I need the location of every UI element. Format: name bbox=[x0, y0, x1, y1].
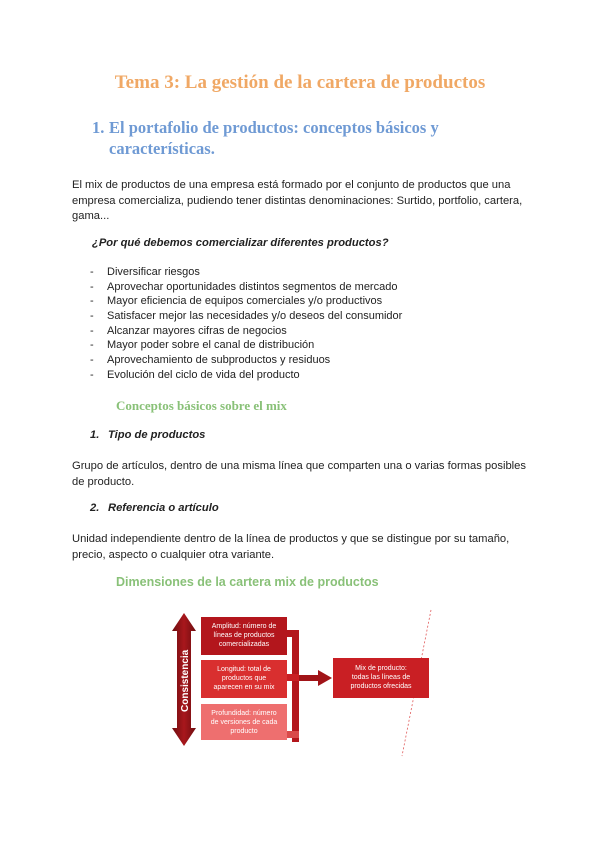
concept-1-number: 1. bbox=[90, 429, 100, 441]
list-item: - Evolución del ciclo de vida del producto bbox=[90, 368, 300, 381]
list-item: - Diversificar riesgos bbox=[90, 266, 200, 278]
mix-dimensions-diagram bbox=[0, 600, 600, 760]
longitud-box bbox=[201, 660, 287, 698]
list-item: - Mayor poder sobre el canal de distribución bbox=[90, 339, 315, 352]
document-title: Tema 3: La gestión de la cartera de productos bbox=[114, 72, 486, 93]
mix-line: todas las líneas de bbox=[351, 674, 411, 681]
connector-bracket bbox=[287, 630, 332, 742]
mix-line: Mix de producto: bbox=[355, 665, 407, 672]
list-item: - Alcanzar mayores cifras de negocios bbox=[90, 324, 287, 337]
intro-paragraph bbox=[72, 178, 532, 225]
concept-2-line: precio, aspecto o cualquier otra variante. bbox=[72, 548, 275, 561]
reasons-list bbox=[90, 265, 490, 383]
longitud-line: aparecen en su mix bbox=[213, 684, 275, 691]
section-1-title-line2: características. bbox=[109, 139, 215, 158]
section-1-number: 1. bbox=[92, 118, 105, 137]
intro-line: empresa comercializa, pudiendo tener distintas denominaciones: Surtido, portfolio, cartera, bbox=[72, 194, 523, 207]
amplitud-line: líneas de productos bbox=[213, 632, 275, 639]
question-heading: ¿Por qué debemos comercializar diferentes productos? bbox=[92, 237, 389, 249]
mix-box bbox=[333, 658, 429, 698]
concept-2-paragraph bbox=[72, 532, 532, 563]
concept-1-line: Grupo de artículos, dentro de una misma línea que comparten una o varias formas posibles bbox=[72, 460, 526, 472]
concept-2-title: Referencia o artículo bbox=[108, 502, 219, 514]
dimensions-heading: Dimensiones de la cartera mix de productos bbox=[116, 575, 379, 589]
mix-line: productos ofrecidas bbox=[350, 683, 412, 690]
list-item: - Satisfacer mejor las necesidades y/o deseos del consumidor bbox=[90, 310, 403, 323]
intro-line: El mix de productos de una empresa está formado por el conjunto de productos que una bbox=[72, 179, 511, 191]
section-1-title-line1: El portafolio de productos: conceptos básicos y bbox=[109, 118, 439, 137]
profundidad-line: Profundidad: número bbox=[211, 710, 277, 717]
concepts-heading: Conceptos básicos sobre el mix bbox=[116, 398, 287, 413]
longitud-line: productos que bbox=[221, 675, 267, 682]
concept-2-line: Unidad independiente dentro de la línea de productos y que se distingue por su tamaño, bbox=[72, 533, 510, 545]
list-item: - Aprovechar oportunidades distintos segmentos de mercado bbox=[90, 280, 398, 293]
consistency-label: Consistencia bbox=[180, 649, 191, 712]
concept-1-paragraph bbox=[72, 459, 532, 490]
concept-1-title: Tipo de productos bbox=[108, 429, 206, 441]
amplitud-line: comercializadas bbox=[218, 641, 270, 648]
list-item: - Aprovechamiento de subproductos y residuos bbox=[90, 354, 331, 367]
concept-1-line: de producto. bbox=[72, 475, 135, 488]
intro-line: gama... bbox=[72, 210, 110, 223]
profundidad-box bbox=[201, 704, 287, 740]
amplitud-box bbox=[201, 617, 287, 655]
amplitud-line: Amplitud: número de bbox=[211, 623, 277, 630]
longitud-line: Longitud: total de bbox=[217, 666, 271, 673]
profundidad-line: producto bbox=[230, 728, 258, 735]
concept-2-number: 2. bbox=[90, 502, 100, 514]
profundidad-line: de versiones de cada bbox=[210, 719, 278, 726]
list-item: - Mayor eficiencia de equipos comerciales y/o productivos bbox=[90, 295, 383, 308]
